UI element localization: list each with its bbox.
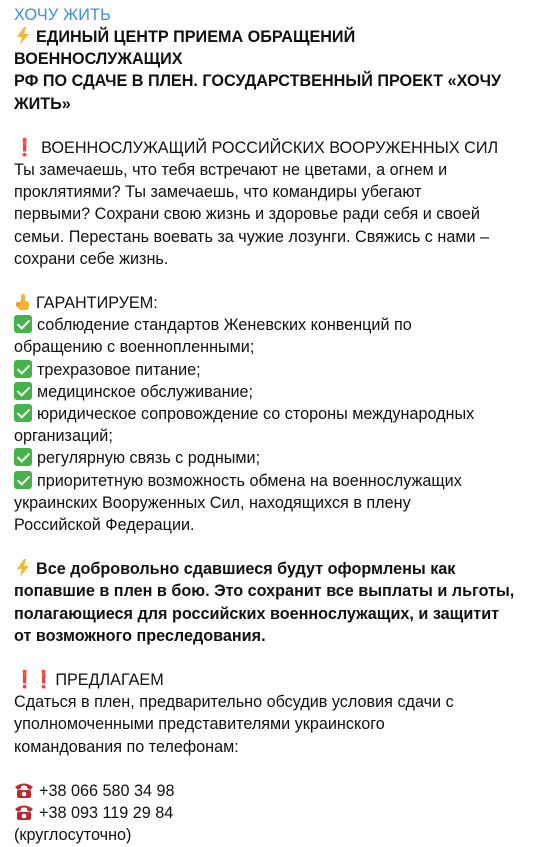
headline-line: РФ ПО СДАЧЕ В ПЛЕН. ГОСУДАРСТВЕННЫЙ ПРОЕКТ «ХОЧУ xyxy=(14,72,502,91)
phones-section xyxy=(14,780,522,847)
phone-number-link[interactable]: +38 066 580 34 98 xyxy=(39,781,175,800)
guarantee-item: приоритетную возможность обмена на военнослужащих xyxy=(37,471,462,490)
appeal-line: Ты замечаешь, что тебя встречают не цветами, а огнем и xyxy=(14,161,448,180)
guarantee-item-cont: Российской Федерации. xyxy=(14,516,195,535)
guarantee-item: трехразовое питание; xyxy=(37,360,201,379)
guarantee-item-cont: украинских Вооруженных Сил, находящихся в плену xyxy=(14,493,411,512)
notice-line: попавшие в плен в бою. Это сохранит все выплаты и льготы, xyxy=(14,582,515,601)
guarantee-item: регулярную связь с родными; xyxy=(37,449,261,468)
check-icon xyxy=(14,360,32,378)
appeal-line: сохрани себе жизнь. xyxy=(14,249,169,268)
lightning-icon xyxy=(14,27,32,45)
appeal-line: проклятиями? Ты замечаешь, что командиры убегают xyxy=(14,183,422,202)
headline-line: ЕДИНЫЙ ЦЕНТР ПРИЕМА ОБРАЩЕНИЙ ВОЕННОСЛУЖАЩИХ xyxy=(14,28,356,69)
appeal-line: первыми? Сохрани свою жизнь и здоровье ради себя и своей xyxy=(14,205,480,224)
offer-line: командования по телефонам: xyxy=(14,737,239,756)
headline-line: ЖИТЬ» xyxy=(14,94,71,113)
pointing-up-icon xyxy=(14,293,32,311)
guarantees-title: ГАРАНТИРУЕМ: xyxy=(36,294,158,313)
appeal-line: семьи. Перестань воевать за чужие лозунги. Свяжись с нами – xyxy=(14,227,490,246)
appeal-section xyxy=(14,137,522,270)
guarantee-item-cont: обращению с военнопленными; xyxy=(14,338,255,357)
notice-section xyxy=(14,558,522,647)
offer-title: ПРЕДЛАГАЕМ xyxy=(55,671,164,690)
phone-number-link[interactable]: +38 093 119 29 84 xyxy=(39,804,174,823)
check-icon xyxy=(14,382,32,400)
offer-section xyxy=(14,669,522,758)
appeal-title: ВОЕННОСЛУЖАЩИЙ РОССИЙСКИХ ВООРУЖЕННЫХ СИЛ xyxy=(41,138,499,157)
headline xyxy=(14,26,522,115)
telephone-icon xyxy=(14,781,34,799)
telephone-icon xyxy=(14,803,34,821)
channel-name-link[interactable]: ХОЧУ ЖИТЬ xyxy=(14,6,111,24)
notice-line: Все добровольно сдавшиеся будут оформлены как xyxy=(36,560,456,579)
guarantees-section xyxy=(14,292,522,536)
check-icon xyxy=(14,448,32,466)
guarantee-item: юридическое сопровождение со стороны международных xyxy=(37,405,475,424)
check-icon xyxy=(14,471,32,489)
exclamation-icon: ❗ xyxy=(14,137,36,157)
notice-line: полагающиеся для российских военнослужащих, и защитит xyxy=(14,604,500,623)
guarantee-item-cont: организаций; xyxy=(14,427,113,446)
check-icon xyxy=(14,404,32,422)
offer-line: уполномоченными представителями украинского xyxy=(14,715,385,734)
check-icon xyxy=(14,315,32,333)
guarantee-item: соблюдение стандартов Женевских конвенций по xyxy=(37,316,412,335)
lightning-icon xyxy=(14,559,32,577)
notice-line: от возможного преследования. xyxy=(14,626,266,645)
availability-note: (круглосуточно) xyxy=(14,826,132,845)
guarantee-item: медицинское обслуживание; xyxy=(37,382,254,401)
offer-line: Сдаться в плен, предварительно обсудив условия сдачи с xyxy=(14,693,454,712)
double-exclamation-icon: ❗❗ xyxy=(14,670,53,690)
